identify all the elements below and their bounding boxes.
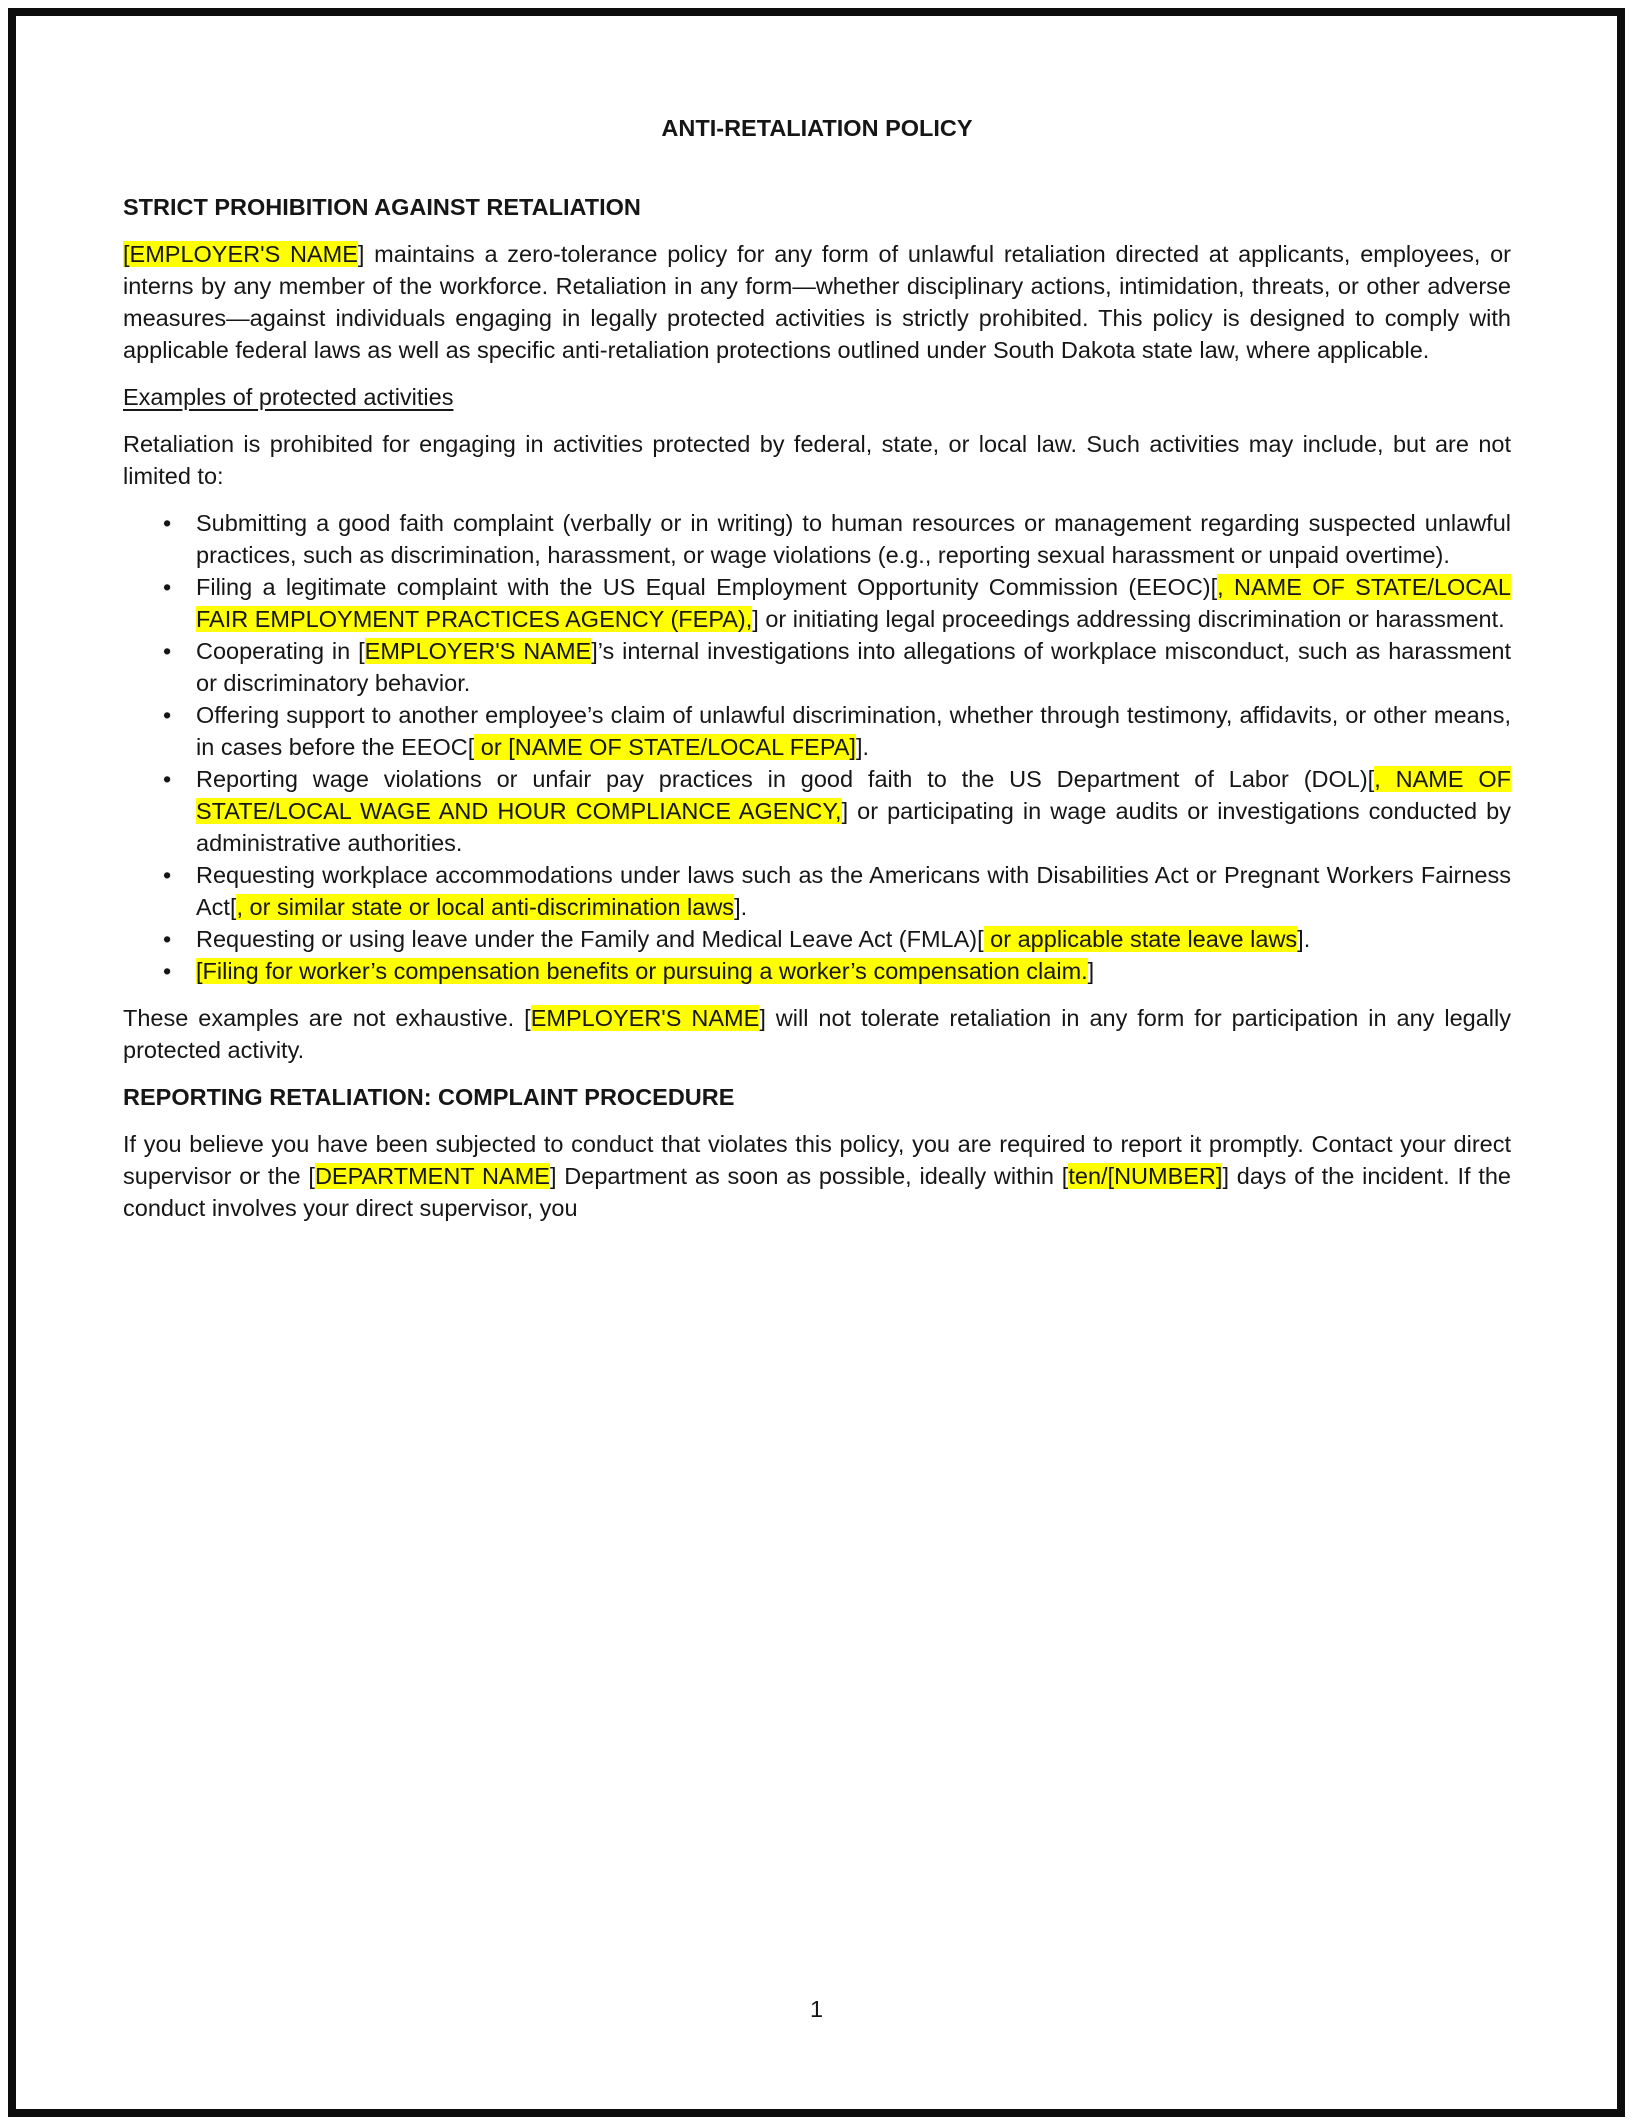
document-blocks bbox=[123, 191, 1511, 1224]
paragraph bbox=[123, 1128, 1511, 1224]
list-item bbox=[196, 635, 1511, 699]
list-item bbox=[196, 763, 1511, 859]
list-item bbox=[196, 923, 1511, 955]
text-run: ]’s internal investigations into allegations of workplace misconduct, such as harassment or discriminatory behavior. bbox=[196, 638, 1511, 696]
section-heading: REPORTING RETALIATION: COMPLAINT PROCEDURE bbox=[123, 1084, 735, 1110]
paragraph bbox=[123, 428, 1511, 492]
text-run: ]. bbox=[734, 894, 748, 920]
policy-title: ANTI-RETALIATION POLICY bbox=[661, 115, 973, 141]
highlighted-text: EMPLOYER'S NAME bbox=[364, 638, 592, 664]
list-item bbox=[196, 955, 1511, 987]
text-run: Offering support to another employee’s claim of unlawful discrimination, whether through testimony, affidavits, or other means, in cases before the EEOC[ bbox=[196, 702, 1511, 760]
list-item bbox=[196, 699, 1511, 763]
highlighted-text: [EMPLOYER'S NAME bbox=[123, 241, 358, 267]
paragraph bbox=[123, 1002, 1511, 1066]
highlighted-text: , NAME OF STATE/LOCAL WAGE AND HOUR COMPLIANCE AGENCY, bbox=[196, 766, 1511, 824]
text-run: Retaliation is prohibited for engaging in activities protected by federal, state, or local law. Such activities may include, but are not limited to: bbox=[123, 431, 1511, 489]
highlighted-text: or [NAME OF STATE/LOCAL FEPA] bbox=[474, 734, 856, 760]
highlighted-text: or applicable state leave laws bbox=[983, 926, 1298, 952]
text-run: Requesting workplace accommodations under laws such as the Americans with Disabilities Act or Pregnant Workers Fairness Act[ bbox=[196, 862, 1511, 920]
text-run: Filing a legitimate complaint with the US Equal Employment Opportunity Commission (EEOC)[ bbox=[196, 574, 1218, 600]
list-item bbox=[196, 859, 1511, 923]
list-item bbox=[196, 571, 1511, 635]
text-run: ] or initiating legal proceedings addressing discrimination or harassment. bbox=[752, 606, 1505, 632]
highlighted-text: [Filing for worker’s compensation benefits or pursuing a worker’s compensation claim. bbox=[196, 958, 1088, 984]
section-heading: STRICT PROHIBITION AGAINST RETALIATION bbox=[123, 194, 641, 220]
text-run: These examples are not exhaustive. [ bbox=[123, 1005, 531, 1031]
text-run: ] days of the incident. If the conduct involves your direct supervisor, you bbox=[123, 1163, 1511, 1221]
text-run: ] Department as soon as possible, ideally within [ bbox=[549, 1163, 1069, 1189]
document-body bbox=[123, 112, 1511, 2005]
text-run: If you believe you have been subjected to conduct that violates this policy, you are required to report it promptly. Contact your direct supervisor or the [ bbox=[123, 1131, 1511, 1189]
text-run: Reporting wage violations or unfair pay practices in good faith to the US Department of Labor (DOL)[ bbox=[196, 766, 1375, 792]
page-number: 1 bbox=[809, 1996, 824, 2022]
text-run: ]. bbox=[1297, 926, 1311, 952]
subsection-heading: Examples of protected activities bbox=[123, 384, 454, 410]
text-run: ] or participating in wage audits or investigations conducted by administrative authorities. bbox=[196, 798, 1511, 856]
text-run: ]. bbox=[855, 734, 870, 760]
list-item bbox=[196, 507, 1511, 571]
text-run: ] bbox=[1087, 958, 1095, 984]
highlighted-text: , NAME OF STATE/LOCAL FAIR EMPLOYMENT PRACTICES AGENCY (FEPA), bbox=[196, 574, 1512, 632]
highlighted-text: DEPARTMENT NAME bbox=[314, 1163, 550, 1189]
highlighted-text: , or similar state or local anti-discrimination laws bbox=[236, 894, 735, 920]
text-run: Requesting or using leave under the Family and Medical Leave Act (FMLA)[ bbox=[196, 926, 984, 952]
text-run: Cooperating in [ bbox=[196, 638, 365, 664]
paragraph bbox=[123, 238, 1511, 366]
text-run: Submitting a good faith complaint (verbally or in writing) to human resources or management regarding suspected unlawful practices, such as discrimination, harassment, or wage violations (e.g., reporting sexual harassment or unpaid overtime). bbox=[196, 510, 1511, 568]
highlighted-text: EMPLOYER'S NAME bbox=[530, 1005, 760, 1031]
text-run: ] maintains a zero-tolerance policy for any form of unlawful retaliation directed at applicants, employees, or interns by any member of the workforce. Retaliation in any form—whether disciplinary actions, intimidation, threats, or other adverse measures—against individuals engaging in legally protected activities is strictly prohibited. This policy is designed to comply with applicable federal laws as well as specific anti-retaliation protections outlined under South Dakota state law, where applicable. bbox=[123, 241, 1511, 363]
text-run: ] will not tolerate retaliation in any form for participation in any legally protected activity. bbox=[123, 1005, 1511, 1063]
bullet-list bbox=[123, 507, 1511, 987]
highlighted-text: ten/[NUMBER] bbox=[1068, 1163, 1223, 1189]
